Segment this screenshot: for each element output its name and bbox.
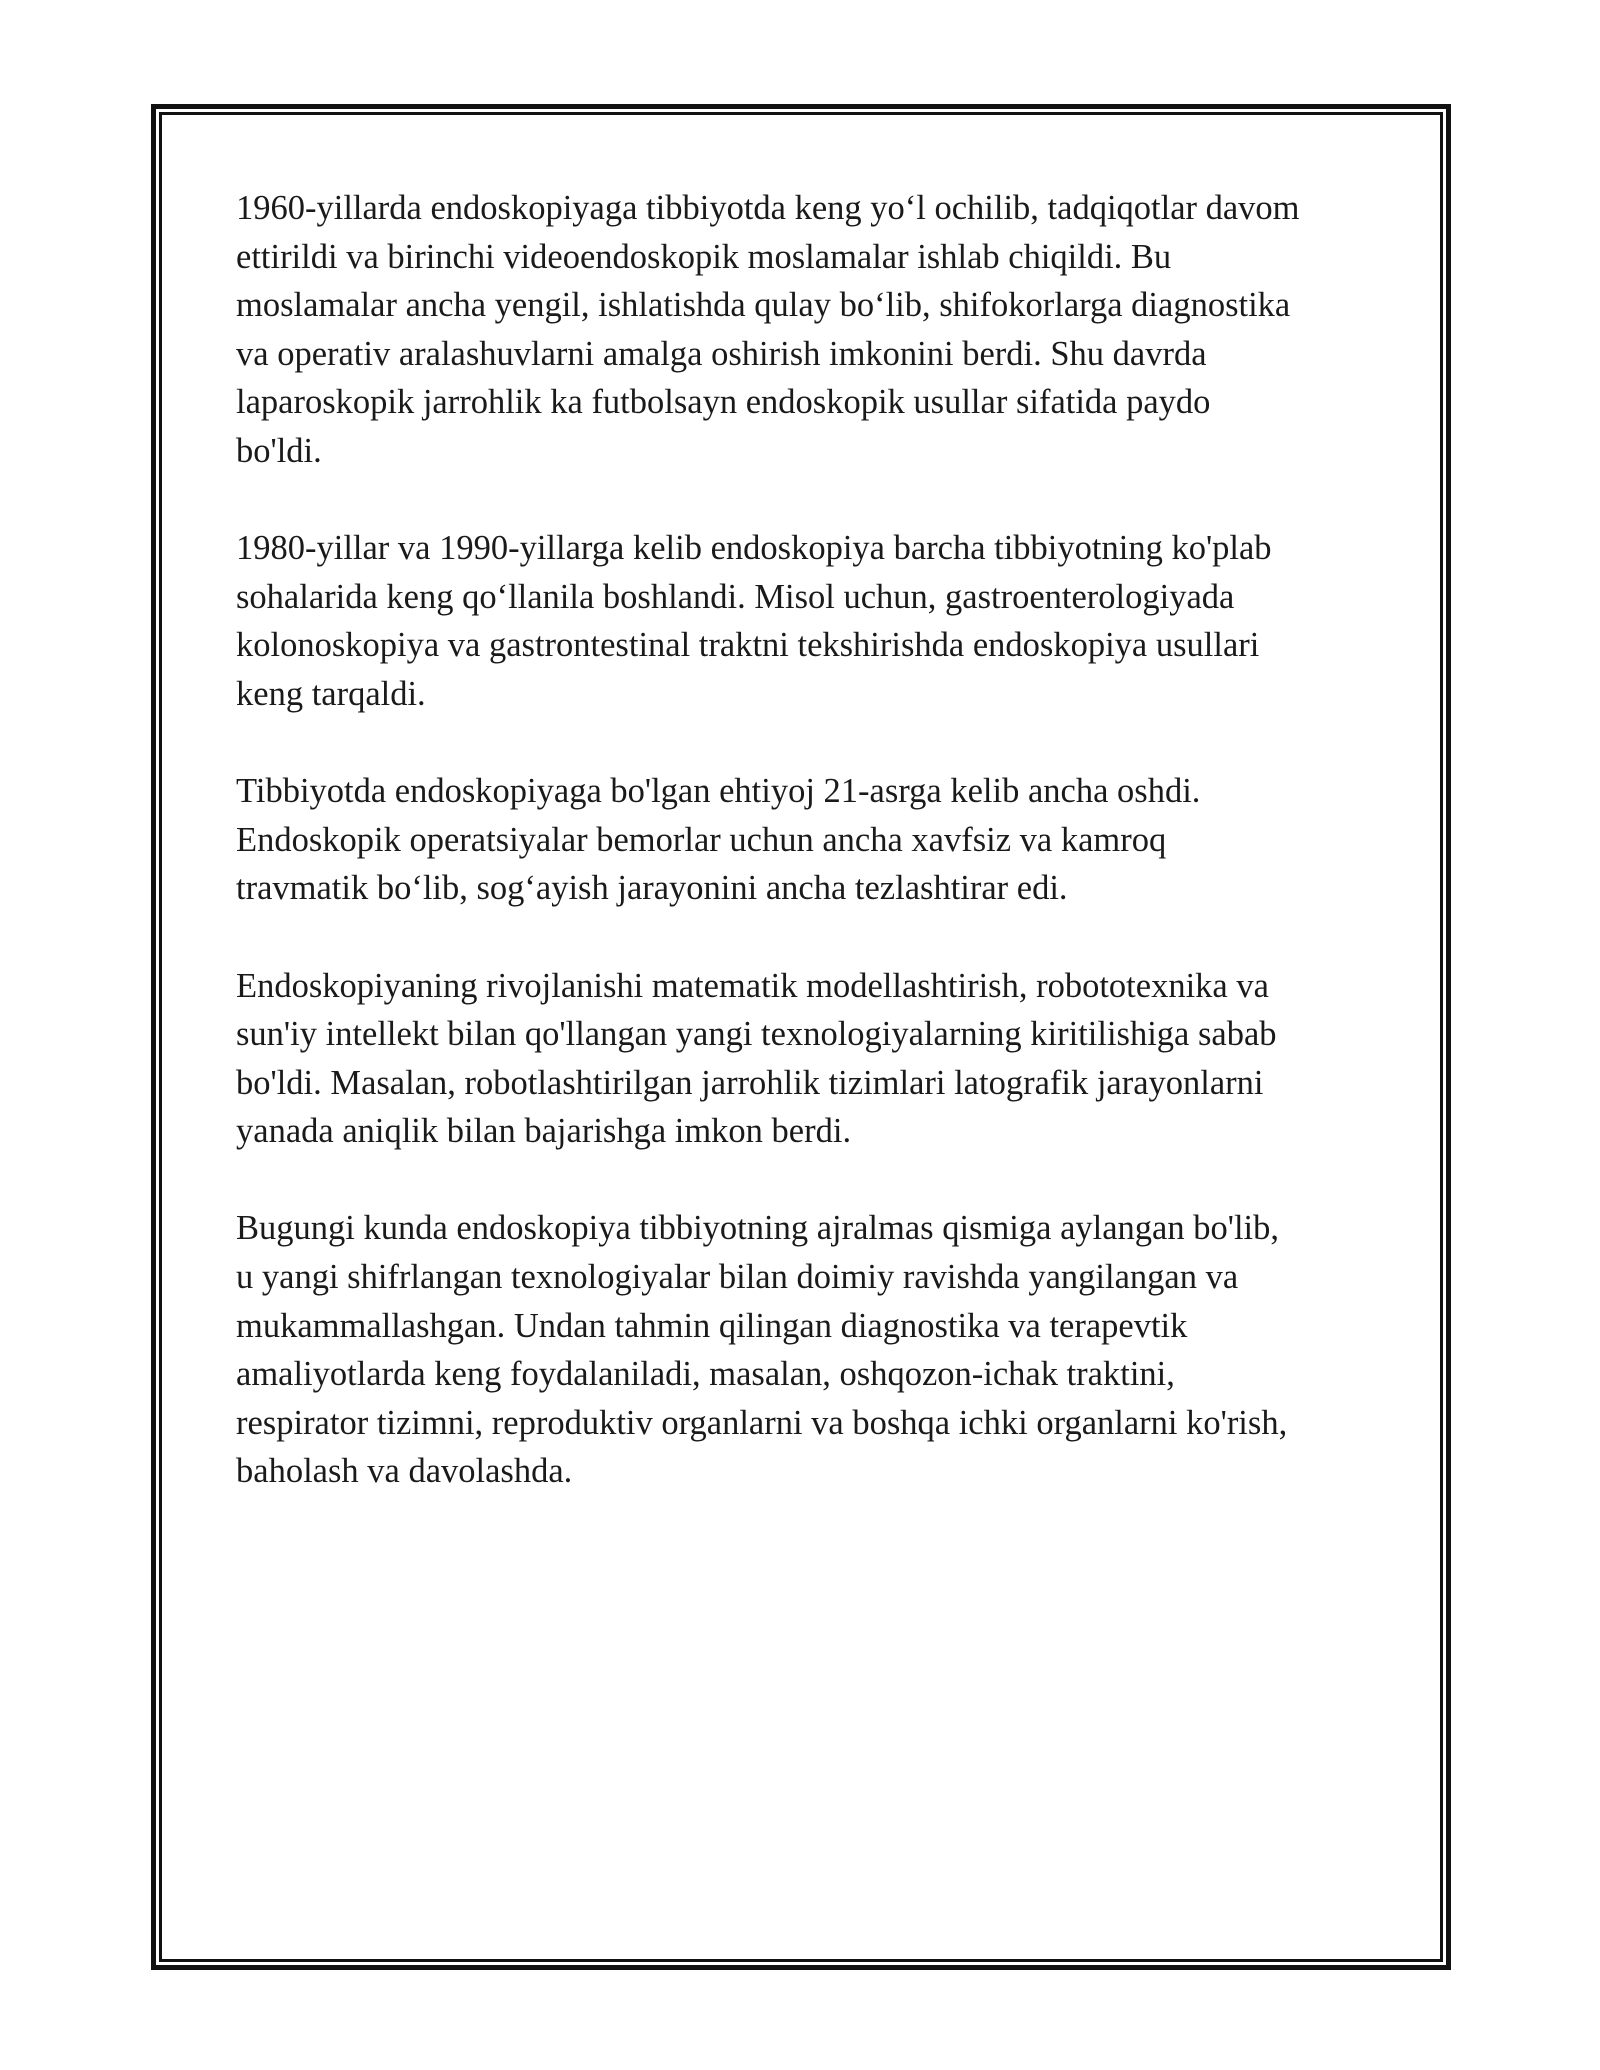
text-line: sohalarida keng qo‘llanila boshlandi. Misol uchun, gastroenterologiyada (236, 577, 1235, 616)
text-line: bo'ldi. (236, 431, 322, 470)
paragraph-2 (236, 524, 1376, 718)
text-line: Endoskopik operatsiyalar bemorlar uchun ancha xavfsiz va kamroq (236, 820, 1167, 859)
text-line: Bugungi kunda endoskopiya tibbiyotning ajralmas qismiga aylangan bo'lib, (236, 1209, 1279, 1248)
text-line: yanada aniqlik bilan bajarishga imkon berdi. (236, 1112, 852, 1151)
text-line: 1980-yillar va 1990-yillarga kelib endoskopiya barcha tibbiyotning ko'plab (236, 529, 1272, 568)
text-line: kolonoskopiya va gastrontestinal traktni tekshirishda endoskopiya usullari (236, 626, 1260, 665)
text-line: va operativ aralashuvlarni amalga oshirish imkonini berdi. Shu davrda (236, 334, 1207, 373)
text-line: Tibbiyotda endoskopiyaga bo'lgan ehtiyoj 21-asrga kelib ancha oshdi. (236, 772, 1201, 811)
text-line: bo'ldi. Masalan, robotlashtirilgan jarrohlik tizimlari latografik jarayonlarni (236, 1063, 1264, 1102)
text-line: Endoskopiyaning rivojlanishi matematik modellashtirish, robototexnika va (236, 966, 1269, 1005)
text-line: moslamalar ancha yengil, ishlatishda qulay bo‘lib, shifokorlarga diagnostika (236, 286, 1291, 325)
text-line: baholash va davolashda. (236, 1452, 573, 1491)
text-line: mukammallashgan. Undan tahmin qilingan diagnostika va terapevtik (236, 1306, 1188, 1345)
text-line: ettirildi va birinchi videoendoskopik moslamalar ishlab chiqildi. Bu (236, 237, 1172, 276)
text-line: u yangi shifrlangan texnologiyalar bilan doimiy ravishda yangilangan va (236, 1258, 1239, 1297)
paragraph-3 (236, 767, 1376, 913)
text-line: laparoskopik jarrohlik ka futbolsayn endoskopik usullar sifatida paydo (236, 383, 1211, 422)
paragraph-4 (236, 962, 1376, 1156)
text-line: keng tarqaldi. (236, 674, 426, 713)
paragraph-5 (236, 1204, 1376, 1496)
text-line: sun'iy intellekt bilan qo'llangan yangi texnologiyalarning kiritilishiga sabab (236, 1015, 1277, 1054)
text-line: amaliyotlarda keng foydalaniladi, masalan, oshqozon-ichak traktini, (236, 1355, 1175, 1394)
text-line: travmatik bo‘lib, sog‘ayish jarayonini ancha tezlashtirar edi. (236, 869, 1068, 908)
paragraph-1 (236, 184, 1376, 476)
text-line: 1960-yillarda endoskopiyaga tibbiyotda keng yo‘l ochilib, tadqiqotlar davom (236, 189, 1300, 227)
text-line: respirator tizimni, reproduktiv organlarni va boshqa ichki organlarni ko'rish, (236, 1403, 1288, 1442)
document-body (236, 184, 1376, 1545)
